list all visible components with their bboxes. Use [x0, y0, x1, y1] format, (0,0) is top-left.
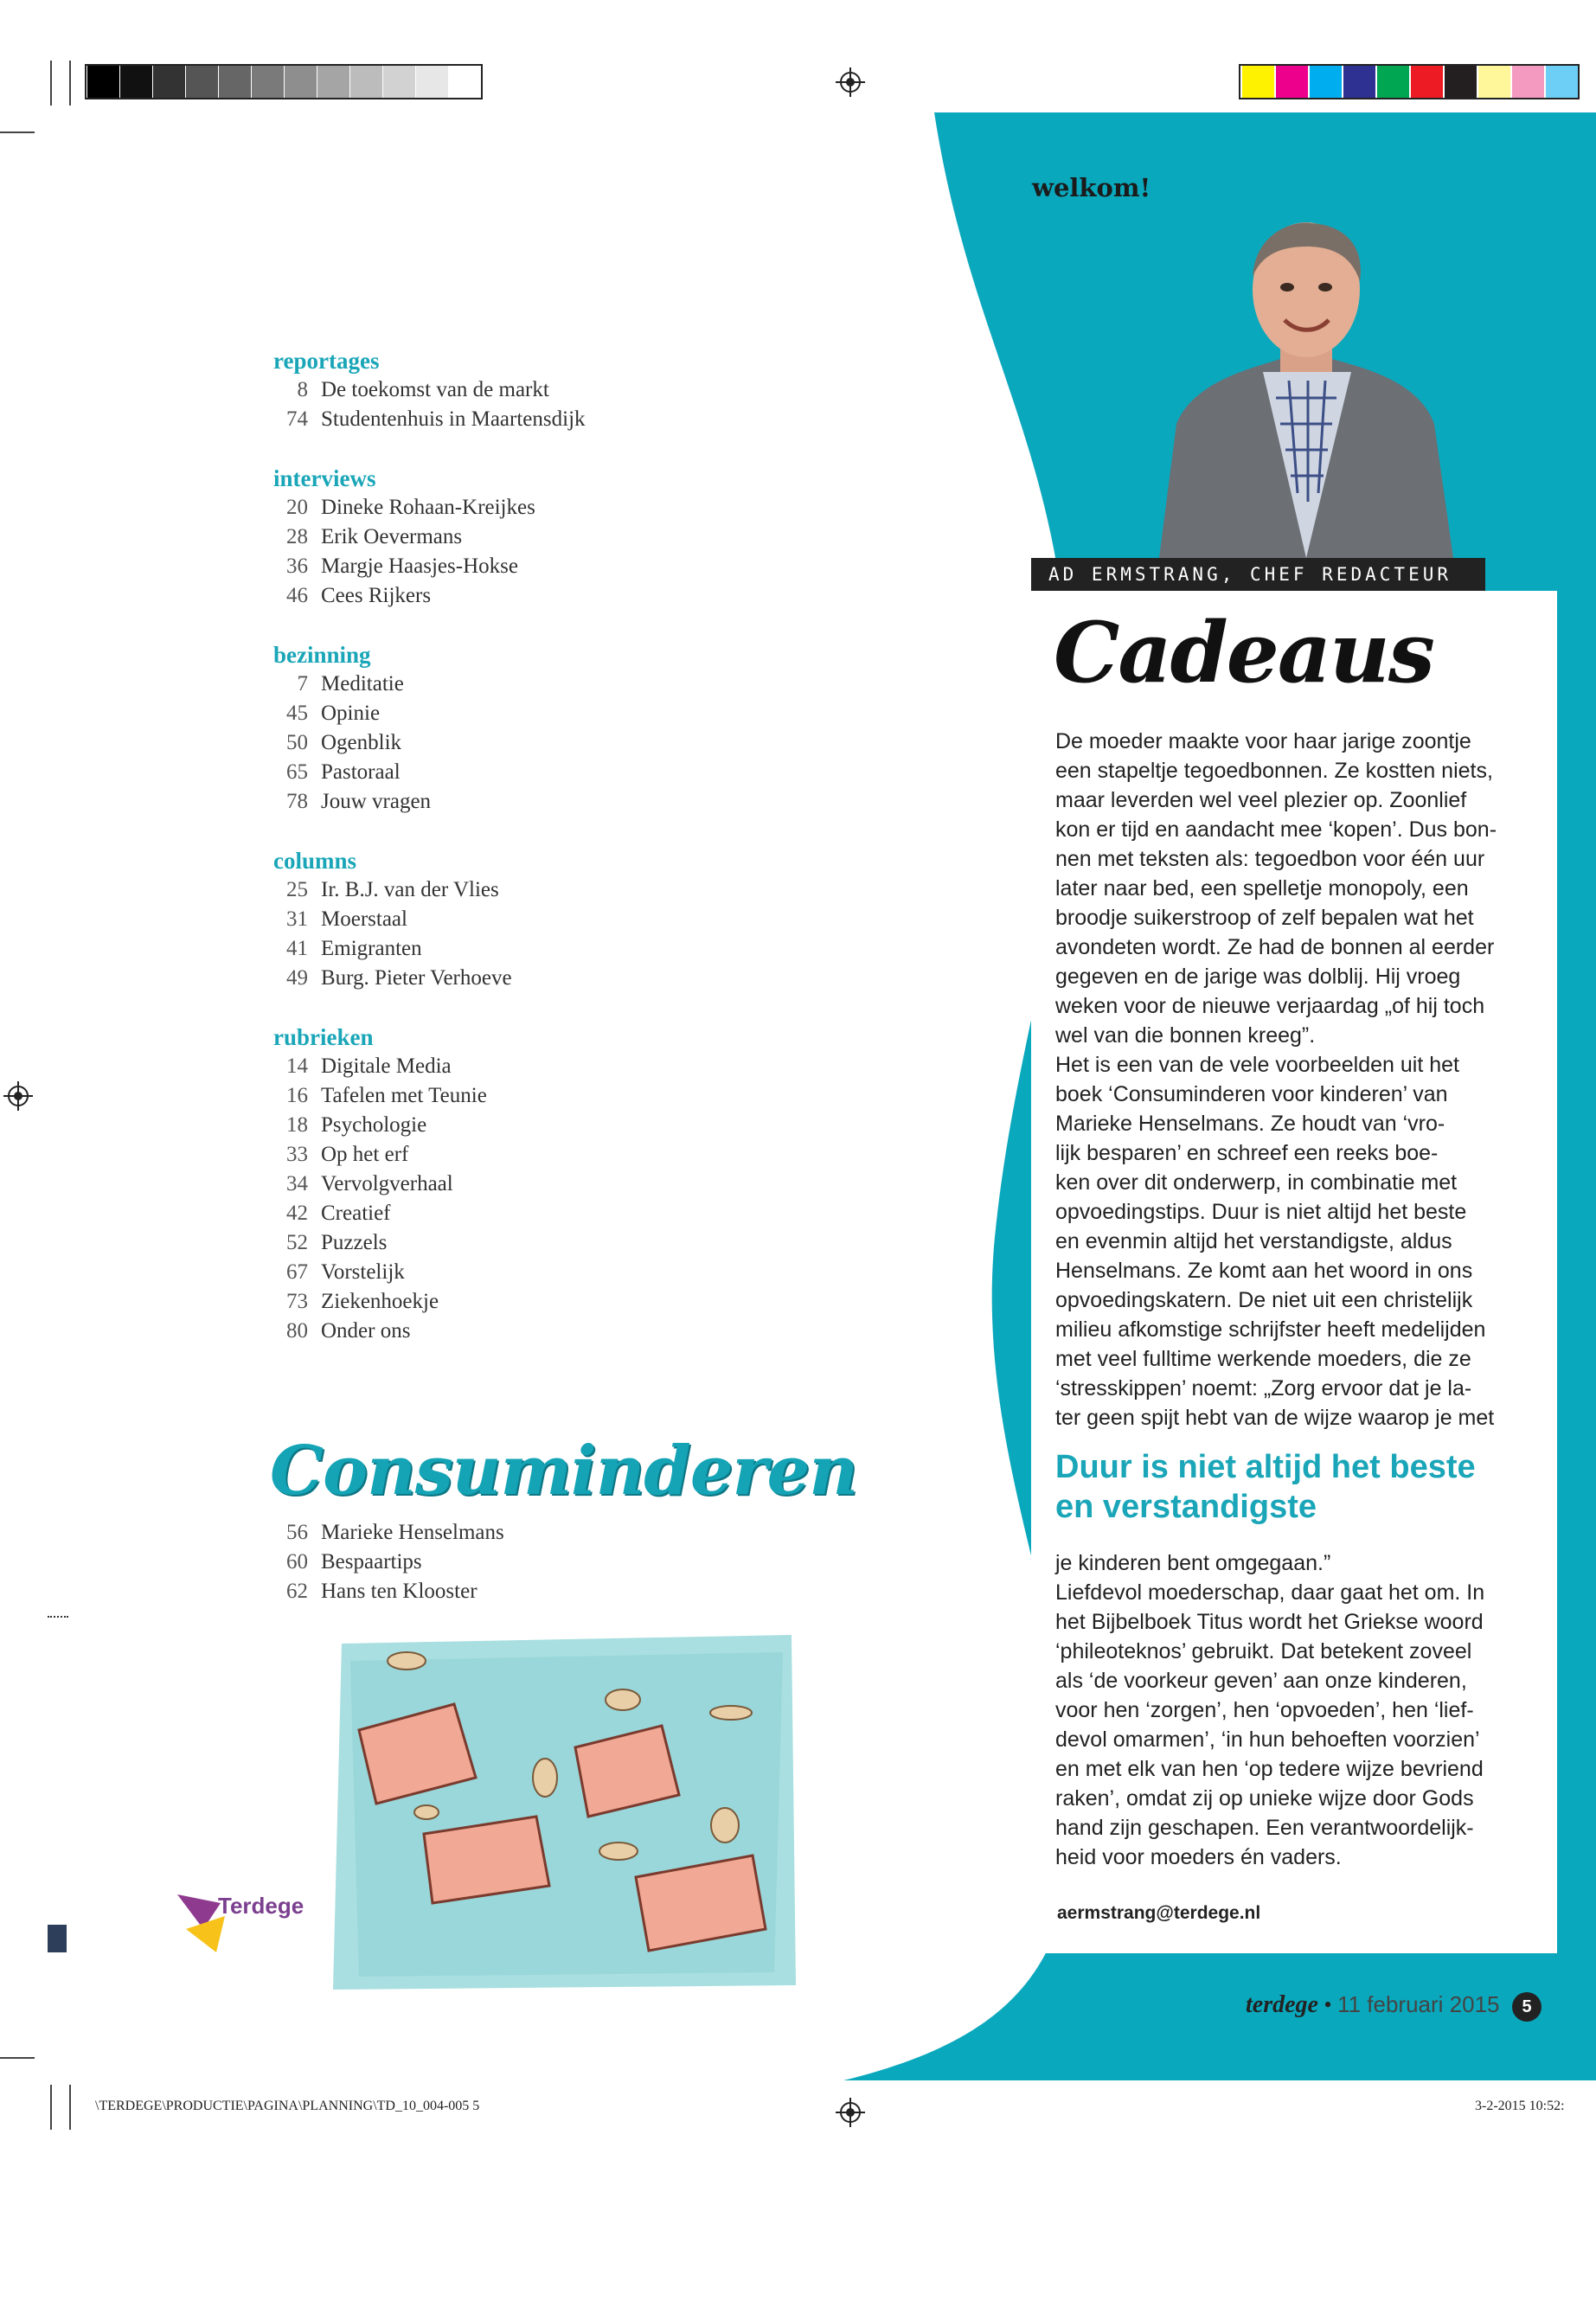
footer-bullet: • [1324, 1992, 1332, 2017]
article-body-part-2 [1055, 1548, 1540, 1872]
body-line: heid voor moeders én vaders. [1055, 1845, 1342, 1869]
toc-item[interactable] [273, 1317, 758, 1346]
toc-title: De toekomst van de markt [321, 378, 549, 401]
toc-page: 20 [286, 496, 308, 519]
toc-title: Meditatie [321, 672, 404, 695]
toc-item[interactable] [273, 405, 758, 434]
body-line: milieu afkomstige schrijfster heeft medelijden [1055, 1317, 1486, 1342]
body-line: je kinderen bent omgegaan.” [1055, 1551, 1331, 1575]
body-line: devol omarmen’, ‘in hun behoeften voorzien’ [1055, 1727, 1480, 1752]
toc-page: 80 [286, 1319, 308, 1343]
feature-title: Consuminderen [270, 1432, 857, 1510]
toc-page: 14 [286, 1054, 308, 1078]
toc-item[interactable] [273, 787, 758, 817]
trim-mark [69, 61, 71, 106]
photo-caption: AD ERMSTRANG, CHEF REDACTEUR [1031, 558, 1485, 591]
toc-page: 16 [286, 1084, 308, 1107]
body-line: ‘stresskippen’ noemt: „Zorg ervoor dat je la- [1055, 1376, 1472, 1400]
toc-title: Moerstaal [321, 907, 407, 931]
toc-section-heading: reportages [273, 348, 380, 374]
toc-item[interactable] [273, 1170, 758, 1199]
toc-page: 67 [286, 1260, 308, 1284]
body-line: als ‘de voorkeur geven’ aan onze kinderen, [1055, 1669, 1467, 1693]
trim-mark [0, 2057, 35, 2059]
timestamp-slug: 3-2-2015 10:52: [1475, 2099, 1565, 2113]
registration-mark-icon [3, 1081, 33, 1111]
table-of-contents [273, 346, 758, 1346]
issue-date: 11 februari 2015 [1337, 1991, 1500, 2017]
toc-item[interactable] [273, 758, 758, 787]
pull-quote-line: en verstandigste [1055, 1489, 1317, 1525]
toc-title: Bespaartips [321, 1550, 422, 1574]
trim-mark [69, 2085, 71, 2130]
toc-page: 36 [286, 554, 308, 578]
toc-item[interactable] [273, 522, 758, 552]
body-line: weken voor de nieuwe verjaardag „of hij toch [1055, 994, 1485, 1018]
terdege-logo-text: Terdege [218, 1893, 304, 1919]
body-line: kon er tijd en aandacht mee ‘kopen’. Dus bon- [1055, 817, 1497, 842]
toc-section-heading: bezinning [273, 642, 371, 668]
toc-section-heading: interviews [273, 465, 376, 491]
toc-title: Cees Rijkers [321, 584, 432, 607]
body-line: ter geen spijt hebt van de wijze waarop je met [1055, 1406, 1495, 1430]
body-line: opvoedingstips. Duur is niet altijd het beste [1055, 1200, 1467, 1224]
body-line: later naar bed, een spelletje monopoly, een [1055, 876, 1469, 901]
toc-page: 45 [286, 702, 308, 725]
feature-list [273, 1518, 504, 1606]
toc-page: 65 [286, 760, 308, 784]
body-line: ken over dit onderwerp, in combinatie met [1055, 1170, 1458, 1195]
toc-page: 25 [286, 878, 308, 901]
toc-item[interactable] [273, 1577, 504, 1606]
welcome-heading: welkom! [1032, 173, 1151, 202]
article-title: Cadeaus [1054, 604, 1433, 702]
body-line: avondeten wordt. Ze had de bonnen al eerder [1055, 935, 1495, 959]
body-line: en evenmin altijd het verstandigste, aldus [1055, 1229, 1452, 1253]
toc-page: 78 [286, 790, 308, 813]
toc-title: Ir. B.J. van der Vlies [321, 878, 499, 901]
body-line: Marieke Henselmans. Ze houdt van ‘vro- [1055, 1112, 1445, 1136]
toc-item[interactable] [273, 1052, 758, 1081]
toc-title: Creatief [321, 1202, 391, 1225]
toc-page: 73 [286, 1290, 308, 1313]
toc-item[interactable] [273, 964, 758, 993]
wallets-illustration [324, 1626, 809, 1998]
body-line: maar leverden wel veel plezier op. Zoonlief [1055, 788, 1467, 812]
toc-item[interactable] [273, 699, 758, 728]
body-line: Liefdevol moederschap, daar gaat het om. In [1055, 1580, 1485, 1605]
toc-item[interactable] [273, 1199, 758, 1228]
toc-item[interactable] [273, 375, 758, 405]
trim-mark [50, 61, 52, 106]
toc-item[interactable] [273, 934, 758, 964]
page-number: 5 [1512, 1992, 1542, 2022]
toc-page: 52 [286, 1231, 308, 1254]
toc-page: 8 [297, 378, 308, 401]
author-email-link[interactable]: aermstrang@terdege.nl [1057, 1903, 1261, 1923]
body-line: met veel fulltime werkende moeders, die ze [1055, 1347, 1471, 1371]
body-line: nen met teksten als: tegoedbon voor één uur [1055, 847, 1485, 871]
body-line: voor hen ‘zorgen’, hen ‘opvoeden’, hen ‘lief- [1055, 1698, 1474, 1722]
toc-item[interactable] [273, 581, 758, 611]
article-body-part-1 [1055, 727, 1540, 1433]
toc-title: Erik Oevermans [321, 525, 463, 548]
toc-page: 31 [286, 907, 308, 931]
toc-title: Puzzels [321, 1231, 388, 1254]
toc-title: Psychologie [321, 1113, 427, 1137]
body-line: lijk besparen’ en schreef een reeks boe- [1055, 1141, 1439, 1165]
toc-page: 18 [286, 1113, 308, 1137]
toc-item[interactable] [273, 1140, 758, 1170]
toc-item[interactable] [273, 552, 758, 581]
pull-quote-line: Duur is niet altijd het beste [1055, 1449, 1476, 1485]
toc-title: Margje Haasjes-Hokse [321, 554, 518, 578]
body-line: en met elk van hen ‘op tedere wijze bevriend [1055, 1757, 1484, 1781]
toc-page: 33 [286, 1143, 308, 1166]
toc-title: Tafelen met Teunie [321, 1084, 487, 1107]
toc-item[interactable] [273, 728, 758, 758]
toc-item[interactable] [273, 1111, 758, 1140]
toc-title: Onder ons [321, 1319, 411, 1343]
body-line: raken’, omdat zij op unieke wijze door Gods [1055, 1786, 1474, 1811]
body-line: wel van die bonnen kreeg”. [1055, 1023, 1316, 1048]
body-line: opvoedingskatern. De niet uit een christelijk [1055, 1288, 1473, 1312]
body-line: De moeder maakte voor haar jarige zoontje [1055, 729, 1471, 753]
pull-quote [1055, 1447, 1540, 1527]
page-footer [1246, 1991, 1542, 2022]
toc-page: 60 [286, 1550, 308, 1574]
toc-title: Dineke Rohaan-Kreijkes [321, 496, 535, 519]
edge-mark [48, 1925, 67, 1952]
toc-title: Emigranten [321, 937, 422, 960]
grey-calibration-bar [85, 64, 483, 99]
color-calibration-bar [1239, 64, 1580, 99]
body-line: het Bijbelboek Titus wordt het Griekse woord [1055, 1610, 1484, 1634]
body-line: broodje suikerstroop of zelf bepalen wat het [1055, 906, 1474, 930]
toc-section-heading: rubrieken [273, 1024, 374, 1050]
body-line: Het is een van de vele voorbeelden uit het [1055, 1053, 1459, 1077]
toc-title: Opinie [321, 702, 381, 725]
toc-title: Ziekenhoekje [321, 1290, 439, 1313]
toc-item[interactable] [273, 875, 758, 905]
toc-item[interactable] [273, 670, 758, 699]
toc-page: 74 [286, 407, 308, 431]
toc-section-heading: columns [273, 848, 357, 874]
registration-mark-icon [836, 2098, 865, 2127]
body-line: gegeven en de jarige was dolblij. Hij vroeg [1055, 965, 1461, 989]
body-line: hand zijn geschapen. Een verantwoordelijk- [1055, 1816, 1474, 1840]
file-path-slug: \TERDEGE\PRODUCTIE\PAGINA\PLANNING\TD_10_004-005 5 [95, 2099, 480, 2113]
editor-portrait [1159, 208, 1453, 558]
magazine-name: terdege [1246, 1991, 1318, 2018]
toc-item[interactable] [273, 905, 758, 934]
toc-title: Studentenhuis in Maartensdijk [321, 407, 586, 431]
toc-title: Jouw vragen [321, 790, 432, 813]
registration-mark-icon [836, 67, 865, 97]
toc-title: Ogenblik [321, 731, 402, 754]
toc-title: Hans ten Klooster [321, 1580, 478, 1603]
toc-title: Marieke Henselmans [321, 1521, 504, 1544]
toc-page: 34 [286, 1172, 308, 1195]
toc-item[interactable] [273, 493, 758, 522]
trim-mark [50, 2085, 52, 2130]
toc-item[interactable] [273, 1548, 504, 1577]
toc-page: 28 [286, 525, 308, 548]
toc-title: Vervolgverhaal [321, 1172, 453, 1195]
toc-title: Op het erf [321, 1143, 409, 1166]
toc-page: 7 [297, 672, 308, 695]
body-line: Henselmans. Ze komt aan het woord in ons [1055, 1259, 1473, 1283]
body-line: een stapeltje tegoedbonnen. Ze kostten niets, [1055, 759, 1493, 783]
toc-page: 49 [286, 966, 308, 990]
toc-page: 41 [286, 937, 308, 960]
toc-title: Digitale Media [321, 1054, 452, 1078]
toc-title: Pastoraal [321, 760, 401, 784]
toc-page: 42 [286, 1202, 308, 1225]
toc-item[interactable] [273, 1228, 758, 1258]
toc-page: 46 [286, 584, 308, 607]
toc-title: Burg. Pieter Verhoeve [321, 966, 512, 990]
toc-page: 62 [286, 1580, 308, 1603]
toc-item[interactable] [273, 1518, 504, 1548]
trim-mark [0, 131, 35, 133]
edge-mark [48, 1616, 68, 1619]
body-line: boek ‘Consuminderen voor kinderen’ van [1055, 1082, 1448, 1106]
body-line: ‘phileoteknos’ gebruikt. Dat betekent zoveel [1055, 1639, 1472, 1663]
toc-title: Vorstelijk [321, 1260, 405, 1284]
toc-item[interactable] [273, 1287, 758, 1317]
toc-item[interactable] [273, 1258, 758, 1287]
toc-item[interactable] [273, 1081, 758, 1111]
toc-page: 50 [286, 731, 308, 754]
toc-page: 56 [286, 1521, 308, 1544]
